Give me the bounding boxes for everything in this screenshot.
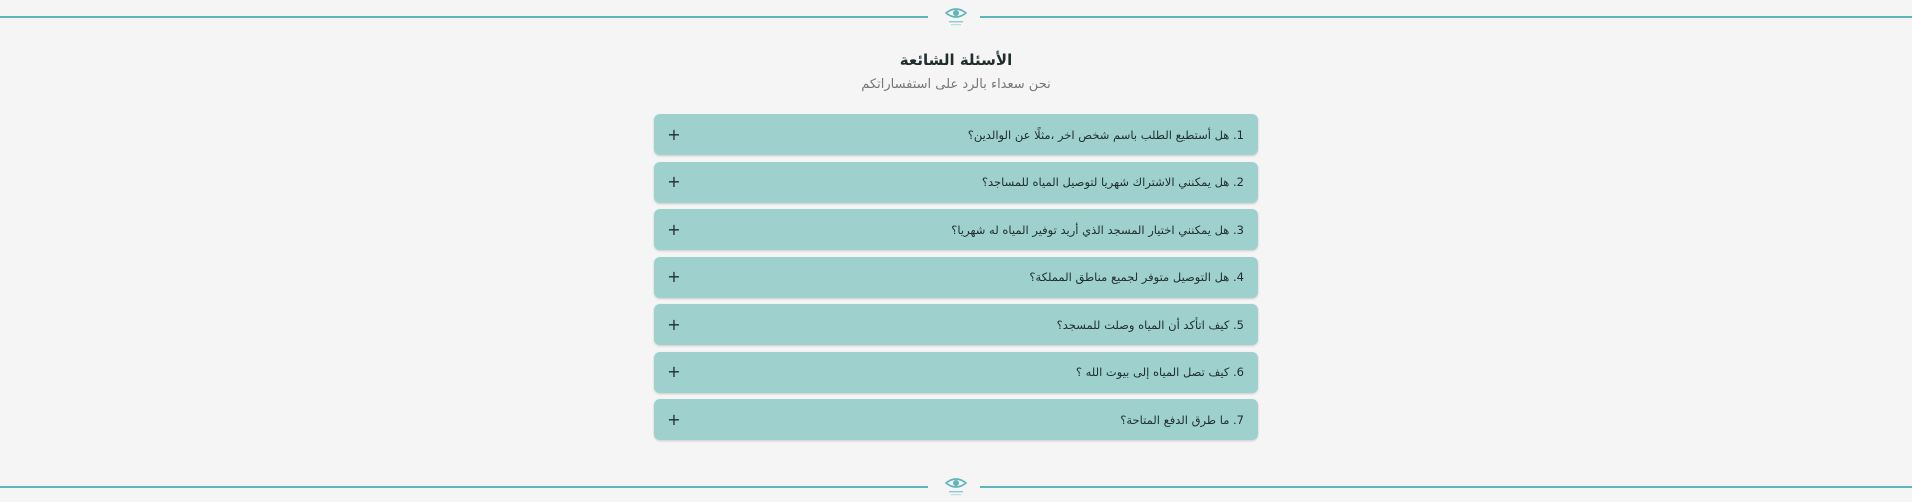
faq-item-2[interactable]: [654, 162, 1258, 203]
plus-icon[interactable]: +: [667, 219, 681, 239]
faq-item-3[interactable]: [654, 209, 1258, 250]
eye-logo-icon: [940, 474, 972, 498]
divider-line-right: [980, 16, 1912, 18]
plus-icon[interactable]: +: [667, 409, 681, 429]
divider-line-left: [0, 486, 928, 488]
plus-icon[interactable]: +: [667, 267, 681, 286]
plus-icon[interactable]: +: [667, 362, 681, 381]
faq-title: الأسئلة الشائعة: [899, 51, 1013, 69]
faq-question: 3. هل يمكنني اختيار المسجد الذي أريد توفير المياه له شهريا؟: [951, 222, 1244, 237]
faq-item-5[interactable]: [654, 304, 1258, 345]
faq-item-7[interactable]: [654, 399, 1258, 440]
plus-icon[interactable]: +: [667, 314, 681, 334]
faq-header: [0, 50, 1912, 94]
eye-logo-icon: [940, 4, 972, 28]
bottom-divider: [0, 474, 1912, 498]
faq-item-1[interactable]: [654, 114, 1258, 155]
faq-question: 7. ما طرق الدفع المتاحة؟: [1120, 412, 1244, 427]
faq-question: 2. هل يمكنني الاشتراك شهريا لتوصيل المياه للمساجد؟: [981, 175, 1244, 189]
faq-question: 6. كيف تصل المياه إلى بيوت الله ؟: [1075, 365, 1244, 379]
top-divider: [0, 4, 1912, 28]
plus-icon[interactable]: +: [667, 172, 681, 191]
faq-question: 4. هل التوصيل متوفر لجميع مناطق المملكة؟: [1029, 270, 1244, 284]
divider-line-left: [0, 16, 928, 18]
divider-line-right: [980, 486, 1912, 488]
faq-list: [654, 114, 1258, 447]
plus-icon[interactable]: +: [667, 124, 681, 144]
faq-item-6[interactable]: [654, 352, 1258, 393]
faq-subtitle: نحن سعداء بالرد على استفساراتكم: [861, 77, 1051, 92]
faq-item-4[interactable]: [654, 257, 1258, 298]
faq-question: 1. هل أستطيع الطلب باسم شخص اخر ،مثلًا عن الوالدين؟: [967, 127, 1244, 142]
faq-question: 5. كيف اتأكد أن المياه وصلت للمسجد؟: [1056, 317, 1244, 332]
